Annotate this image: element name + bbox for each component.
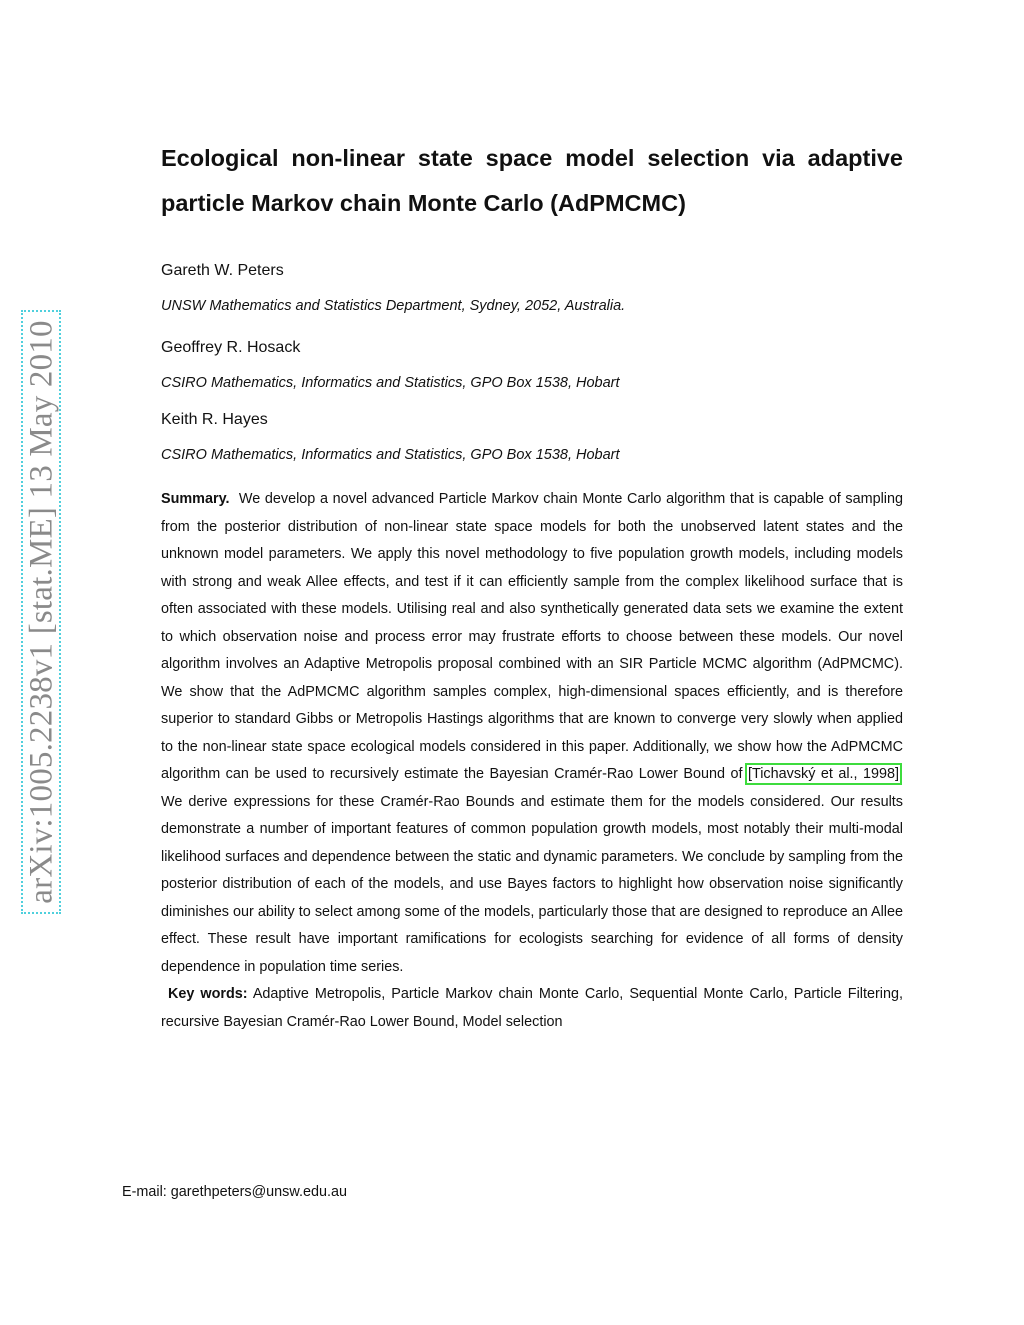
author-affiliation: CSIRO Mathematics, Informatics and Statistics, GPO Box 1538, Hobart <box>161 375 620 391</box>
author-affiliation: UNSW Mathematics and Statistics Department, Sydney, 2052, Australia. <box>161 298 626 314</box>
author-name: Gareth W. Peters <box>161 262 284 279</box>
abstract-label: Summary. <box>161 491 230 507</box>
contact-email: E-mail: garethpeters@unsw.edu.au <box>122 1184 347 1200</box>
paper-title-line-2: particle Markov chain Monte Carlo (AdPMCMC) <box>161 190 686 216</box>
author-name: Geoffrey R. Hosack <box>161 339 301 356</box>
keywords <box>161 981 903 1036</box>
abstract-text: We develop a novel advanced Particle Markov chain Monte Carlo algorithm that is capable of sampling from the posterior distribution of non-linear state space models for both the unobserved latent states and the unknown model parameters. We apply this novel methodology to five population growth models, including models with strong and weak Allee effects, and test if it can efficiently sample from the complex likelihood surface that is often associated with these models. Utilising real and also synthetically generated data sets we examine the extent to which observation noise and process error may frustrate efforts to choose between these models. Our novel algorithm involves an Adaptive Metropolis proposal combined with an SIR Particle MCMC algorithm (AdPMCMC). We show that the AdPMCMC algorithm samples complex, high-dimensional spaces efficiently, and is therefore superior to standard Gibbs or Metropolis Hastings algorithms that are known to converge very slowly when applied to the non-linear state space ecological models considered in this paper. Additionally, we show how the AdPMCMC algorithm can be used to recursively estimate the Bayesian Cramér-Rao Lower Bound of <box>161 491 903 782</box>
author-affiliation: CSIRO Mathematics, Informatics and Statistics, GPO Box 1538, Hobart <box>161 447 620 463</box>
keywords-text: Adaptive Metropolis, Particle Markov chain Monte Carlo, Sequential Monte Carlo, Particle Filtering, recursive Bayesian Cramér-Rao Lower Bound, Model selection <box>161 986 903 1030</box>
abstract <box>161 486 903 981</box>
paper-title-line-1: Ecological non-linear state space model selection via adaptive <box>161 145 903 171</box>
arxiv-identifier: arXiv:1005.2238v1 [stat.ME] 13 May 2010 <box>23 320 60 904</box>
author-name: Keith R. Hayes <box>161 411 268 428</box>
paper-title <box>161 136 903 226</box>
abstract-text-continued: . We derive expressions for these Cramér-Rao Bounds and estimate them for the models considered. Our results demonstrate a number of important features of common population growth models, most notably their multi-modal likelihood surfaces and dependence between the static and dynamic parameters. We conclude by sampling from the posterior distribution of each of the models, and use Bayes factors to highlight how observation noise significantly diminishes our ability to select among some of the models, particularly those that are designed to reproduce an Allee effect. These result have important ramifications for ecologists searching for evidence of all forms of density dependence in population time series. <box>161 766 904 975</box>
citation-link[interactable]: [Tichavský et al., 1998] <box>747 766 900 782</box>
keywords-label: Key words: <box>168 986 248 1002</box>
